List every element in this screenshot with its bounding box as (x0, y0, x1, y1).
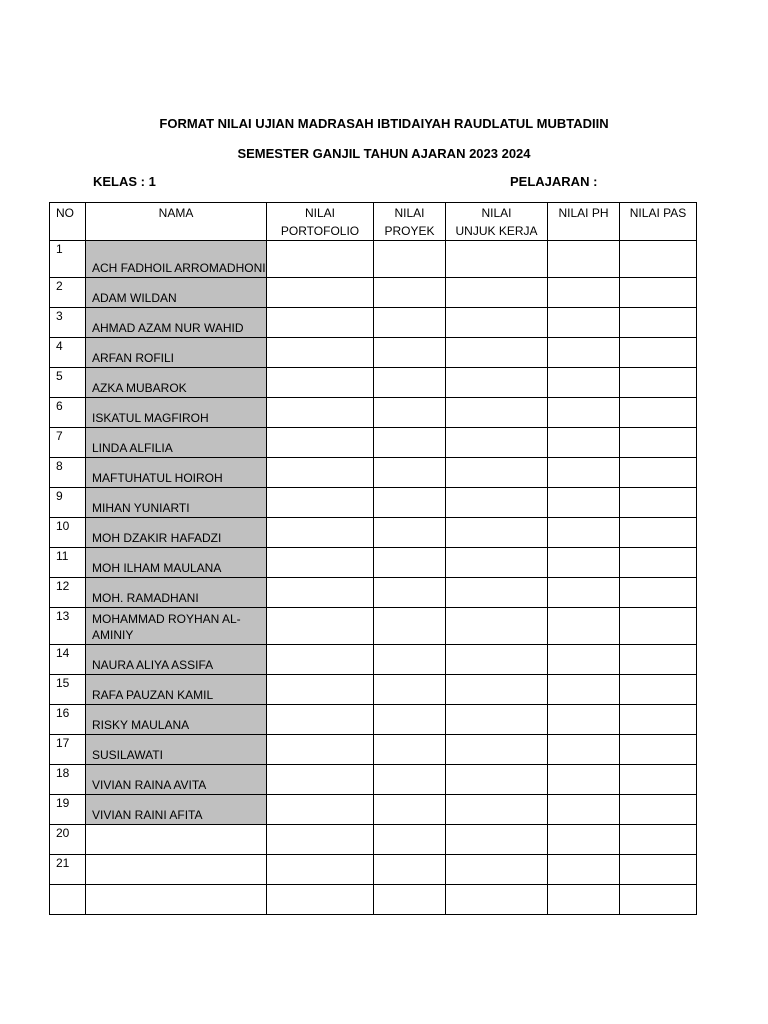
table-row (50, 368, 697, 398)
row-number: 6 (50, 398, 86, 428)
grade-cell-portofolio[interactable] (267, 795, 374, 825)
table-row (50, 458, 697, 488)
grade-cell-proyek[interactable] (374, 398, 446, 428)
grade-cell-ph[interactable] (548, 705, 620, 735)
student-name (86, 825, 267, 855)
grade-cell-pas[interactable] (620, 608, 697, 645)
row-number: 3 (50, 308, 86, 338)
row-number: 7 (50, 428, 86, 458)
grade-cell-ph[interactable] (548, 578, 620, 608)
grade-cell-ph[interactable] (548, 428, 620, 458)
grade-cell-portofolio[interactable] (267, 608, 374, 645)
row-number: 13 (50, 608, 86, 645)
table-row (50, 885, 697, 915)
grade-cell-unjuk-kerja[interactable] (446, 765, 548, 795)
grade-cell-unjuk-kerja[interactable] (446, 735, 548, 765)
student-name: VIVIAN RAINA AVITA (86, 765, 267, 795)
table-row (50, 735, 697, 765)
grade-cell-pas[interactable] (620, 458, 697, 488)
student-name: MOH. RAMADHANI (86, 578, 267, 608)
student-name: MOH ILHAM MAULANA (86, 548, 267, 578)
grade-cell-proyek[interactable] (374, 488, 446, 518)
table-row (50, 675, 697, 705)
grade-cell-ph[interactable] (548, 368, 620, 398)
grade-cell-unjuk-kerja[interactable] (446, 338, 548, 368)
document-subtitle: SEMESTER GANJIL TAHUN AJARAN 2023 2024 (237, 146, 531, 161)
grade-cell-proyek[interactable] (374, 645, 446, 675)
grade-cell-proyek[interactable] (374, 548, 446, 578)
grade-cell-unjuk-kerja[interactable] (446, 855, 548, 885)
header-unjuk-kerja (446, 203, 548, 241)
grade-cell-ph[interactable] (548, 885, 620, 915)
grade-cell-unjuk-kerja[interactable] (446, 398, 548, 428)
table-row (50, 645, 697, 675)
table-row (50, 765, 697, 795)
table-row (50, 278, 697, 308)
grade-cell-proyek[interactable] (374, 795, 446, 825)
grade-cell-unjuk-kerja[interactable] (446, 825, 548, 855)
student-name (86, 885, 267, 915)
grade-cell-proyek[interactable] (374, 608, 446, 645)
grade-cell-pas[interactable] (620, 885, 697, 915)
grade-cell-ph[interactable] (548, 765, 620, 795)
student-name: AZKA MUBAROK (86, 368, 267, 398)
grade-cell-unjuk-kerja[interactable] (446, 548, 548, 578)
grade-cell-unjuk-kerja[interactable] (446, 308, 548, 338)
kelas-label: KELAS : 1 (93, 174, 156, 189)
student-name: SUSILAWATI (86, 735, 267, 765)
grade-cell-portofolio[interactable] (267, 241, 374, 278)
table-row (50, 518, 697, 548)
grade-cell-portofolio[interactable] (267, 548, 374, 578)
grade-cell-portofolio[interactable] (267, 825, 374, 855)
table-row (50, 705, 697, 735)
header-row (50, 203, 697, 241)
grade-cell-proyek[interactable] (374, 241, 446, 278)
table-row (50, 308, 697, 338)
grade-cell-pas[interactable] (620, 765, 697, 795)
grade-cell-portofolio[interactable] (267, 645, 374, 675)
grade-cell-pas[interactable] (620, 308, 697, 338)
grade-cell-ph[interactable] (548, 338, 620, 368)
header-no: NO (50, 203, 86, 241)
grade-cell-pas[interactable] (620, 398, 697, 428)
grade-cell-portofolio[interactable] (267, 735, 374, 765)
row-number: 5 (50, 368, 86, 398)
grade-cell-proyek[interactable] (374, 855, 446, 885)
student-name: ACH FADHOIL ARROMADHONI (86, 241, 267, 278)
grade-cell-proyek[interactable] (374, 368, 446, 398)
grade-cell-ph[interactable] (548, 308, 620, 338)
grade-cell-portofolio[interactable] (267, 488, 374, 518)
grade-cell-unjuk-kerja[interactable] (446, 795, 548, 825)
table-row (50, 825, 697, 855)
grade-cell-proyek[interactable] (374, 885, 446, 915)
table-row (50, 855, 697, 885)
grade-cell-pas[interactable] (620, 548, 697, 578)
grade-cell-pas[interactable] (620, 675, 697, 705)
row-number: 19 (50, 795, 86, 825)
grade-cell-portofolio[interactable] (267, 308, 374, 338)
student-name: ARFAN ROFILI (86, 338, 267, 368)
table-row (50, 795, 697, 825)
grade-cell-ph[interactable] (548, 855, 620, 885)
header-unjuk-line1: NILAI (481, 206, 512, 220)
row-number: 1 (50, 241, 86, 278)
grade-cell-ph[interactable] (548, 795, 620, 825)
grade-cell-pas[interactable] (620, 428, 697, 458)
grade-cell-unjuk-kerja[interactable] (446, 488, 548, 518)
grade-cell-proyek[interactable] (374, 458, 446, 488)
document-title: FORMAT NILAI UJIAN MADRASAH IBTIDAIYAH RAUDLATUL MUBTADIIN (159, 116, 609, 131)
row-number: 10 (50, 518, 86, 548)
grade-cell-pas[interactable] (620, 645, 697, 675)
table-row (50, 241, 697, 278)
grade-cell-unjuk-kerja[interactable] (446, 885, 548, 915)
row-number: 18 (50, 765, 86, 795)
grade-cell-pas[interactable] (620, 518, 697, 548)
grade-cell-ph[interactable] (548, 398, 620, 428)
grade-cell-portofolio[interactable] (267, 428, 374, 458)
header-proyek-line1: NILAI (394, 206, 425, 220)
grade-cell-ph[interactable] (548, 518, 620, 548)
header-pas: NILAI PAS (620, 203, 697, 241)
table-row (50, 428, 697, 458)
grade-cell-pas[interactable] (620, 735, 697, 765)
grade-cell-pas[interactable] (620, 278, 697, 308)
row-number: 8 (50, 458, 86, 488)
grade-cell-portofolio[interactable] (267, 518, 374, 548)
row-number: 9 (50, 488, 86, 518)
header-proyek (374, 203, 446, 241)
grade-cell-unjuk-kerja[interactable] (446, 278, 548, 308)
row-number: 20 (50, 825, 86, 855)
student-name: RAFA PAUZAN KAMIL (86, 675, 267, 705)
grade-cell-portofolio[interactable] (267, 885, 374, 915)
student-name: MAFTUHATUL HOIROH (86, 458, 267, 488)
grade-cell-portofolio[interactable] (267, 675, 374, 705)
grade-cell-ph[interactable] (548, 735, 620, 765)
grade-cell-unjuk-kerja[interactable] (446, 518, 548, 548)
grade-cell-ph[interactable] (548, 645, 620, 675)
student-name: MOHAMMAD ROYHAN AL-AMINIY (86, 608, 267, 645)
student-name: LINDA ALFILIA (86, 428, 267, 458)
grade-cell-proyek[interactable] (374, 338, 446, 368)
row-number: 12 (50, 578, 86, 608)
row-number: 21 (50, 855, 86, 885)
grade-cell-unjuk-kerja[interactable] (446, 458, 548, 488)
pelajaran-label: PELAJARAN : (510, 174, 598, 189)
table-row (50, 548, 697, 578)
grade-cell-proyek[interactable] (374, 825, 446, 855)
grade-cell-ph[interactable] (548, 548, 620, 578)
grade-cell-pas[interactable] (620, 825, 697, 855)
grade-cell-ph[interactable] (548, 458, 620, 488)
table-row (50, 338, 697, 368)
grade-cell-unjuk-kerja[interactable] (446, 428, 548, 458)
grade-cell-portofolio[interactable] (267, 765, 374, 795)
grade-cell-portofolio[interactable] (267, 398, 374, 428)
grade-cell-ph[interactable] (548, 241, 620, 278)
row-number: 17 (50, 735, 86, 765)
header-nama: NAMA (86, 203, 267, 241)
table-row (50, 578, 697, 608)
student-name: VIVIAN RAINI AFITA (86, 795, 267, 825)
grade-cell-unjuk-kerja[interactable] (446, 368, 548, 398)
student-name (86, 855, 267, 885)
grade-cell-unjuk-kerja[interactable] (446, 645, 548, 675)
grade-cell-pas[interactable] (620, 795, 697, 825)
grade-cell-unjuk-kerja[interactable] (446, 705, 548, 735)
grade-cell-portofolio[interactable] (267, 338, 374, 368)
grade-cell-proyek[interactable] (374, 428, 446, 458)
header-proyek-line2: PROYEK (384, 224, 435, 238)
header-portofolio-line1: NILAI (304, 206, 335, 220)
grade-cell-ph[interactable] (548, 278, 620, 308)
grade-cell-ph[interactable] (548, 825, 620, 855)
grade-cell-pas[interactable] (620, 338, 697, 368)
grade-cell-portofolio[interactable] (267, 855, 374, 885)
grade-cell-proyek[interactable] (374, 278, 446, 308)
grade-cell-pas[interactable] (620, 705, 697, 735)
student-name: MIHAN YUNIARTI (86, 488, 267, 518)
row-number: 2 (50, 278, 86, 308)
row-number: 16 (50, 705, 86, 735)
row-number (50, 885, 86, 915)
grade-cell-unjuk-kerja[interactable] (446, 241, 548, 278)
grade-cell-pas[interactable] (620, 488, 697, 518)
header-unjuk-line2: UNJUK KERJA (455, 224, 538, 238)
grade-cell-pas[interactable] (620, 855, 697, 885)
header-portofolio-line2: PORTOFOLIO (280, 224, 360, 238)
header-ph: NILAI PH (548, 203, 620, 241)
grade-cell-unjuk-kerja[interactable] (446, 608, 548, 645)
grade-cell-portofolio[interactable] (267, 578, 374, 608)
grade-cell-proyek[interactable] (374, 308, 446, 338)
grade-cell-unjuk-kerja[interactable] (446, 675, 548, 705)
table-row (50, 488, 697, 518)
student-name: ISKATUL MAGFIROH (86, 398, 267, 428)
grade-cell-ph[interactable] (548, 488, 620, 518)
student-name: RISKY MAULANA (86, 705, 267, 735)
header-portofolio (267, 203, 374, 241)
row-number: 11 (50, 548, 86, 578)
grade-cell-proyek[interactable] (374, 675, 446, 705)
grade-cell-portofolio[interactable] (267, 368, 374, 398)
grade-cell-proyek[interactable] (374, 705, 446, 735)
grade-cell-pas[interactable] (620, 578, 697, 608)
grade-cell-portofolio[interactable] (267, 278, 374, 308)
grade-cell-portofolio[interactable] (267, 458, 374, 488)
row-number: 15 (50, 675, 86, 705)
row-number: 14 (50, 645, 86, 675)
grade-cell-pas[interactable] (620, 368, 697, 398)
table-row (50, 608, 697, 645)
grades-table (49, 202, 697, 915)
student-name: MOH DZAKIR HAFADZI (86, 518, 267, 548)
row-number: 4 (50, 338, 86, 368)
grade-cell-pas[interactable] (620, 241, 697, 278)
student-name: AHMAD AZAM NUR WAHID (86, 308, 267, 338)
table-row (50, 398, 697, 428)
grade-cell-portofolio[interactable] (267, 705, 374, 735)
student-name: ADAM WILDAN (86, 278, 267, 308)
grade-cell-unjuk-kerja[interactable] (446, 578, 548, 608)
grade-cell-ph[interactable] (548, 608, 620, 645)
grade-cell-proyek[interactable] (374, 735, 446, 765)
grade-cell-proyek[interactable] (374, 518, 446, 548)
grade-cell-ph[interactable] (548, 675, 620, 705)
grade-cell-proyek[interactable] (374, 578, 446, 608)
student-name: NAURA ALIYA ASSIFA (86, 645, 267, 675)
grade-cell-proyek[interactable] (374, 765, 446, 795)
